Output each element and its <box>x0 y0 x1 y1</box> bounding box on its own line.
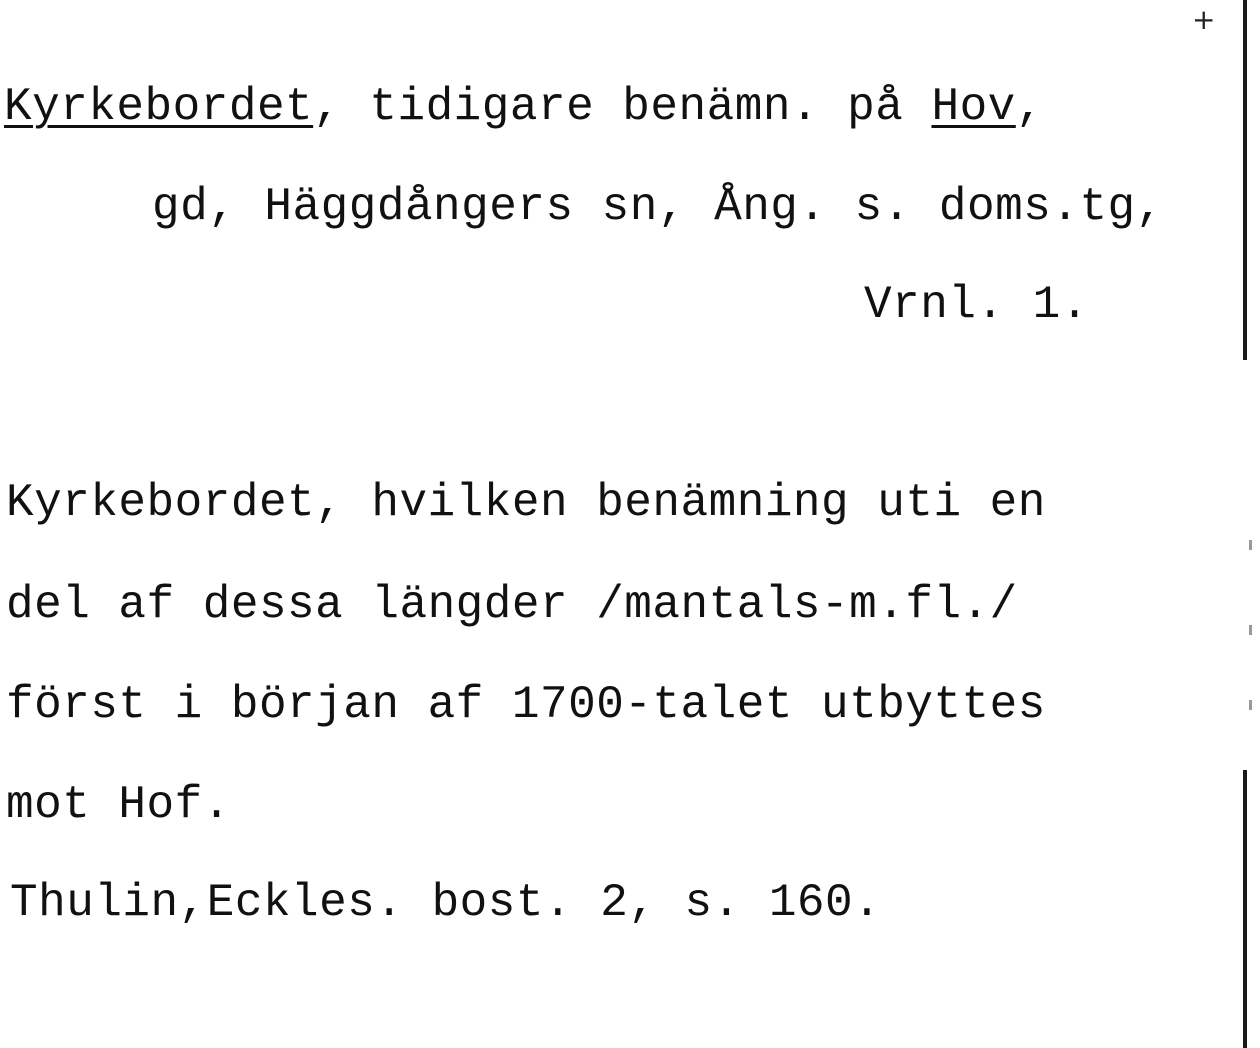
reference-word: Hov <box>931 81 1016 133</box>
header-line-1-end: , <box>1015 81 1044 133</box>
header-line-1 <box>4 81 1044 133</box>
source-citation: Thulin,Eckles. bost. 2, s. 160. <box>10 877 882 929</box>
header-line-3: Vrnl. 1. <box>864 279 1089 331</box>
edge-tick <box>1249 625 1252 635</box>
header-line-1-mid: , tidigare benämn. på <box>313 81 932 133</box>
header-line-2: gd, Häggdångers sn, Ång. s. doms.tg, <box>152 181 1164 233</box>
body-line-4: mot Hof. <box>6 779 231 831</box>
body-line-3: först i början af 1700-talet utbyttes <box>6 679 1046 731</box>
body-line-1: Kyrkebordet, hvilken benämning uti en <box>6 477 1046 529</box>
edge-tick <box>1249 700 1252 710</box>
entry-word: Kyrkebordet <box>4 81 314 133</box>
body-line-2: del af dessa längder /mantals-m.fl./ <box>6 579 1018 631</box>
plus-mark-icon: + <box>1192 3 1216 36</box>
card-edge-gap <box>1241 360 1249 770</box>
edge-tick <box>1249 540 1252 550</box>
